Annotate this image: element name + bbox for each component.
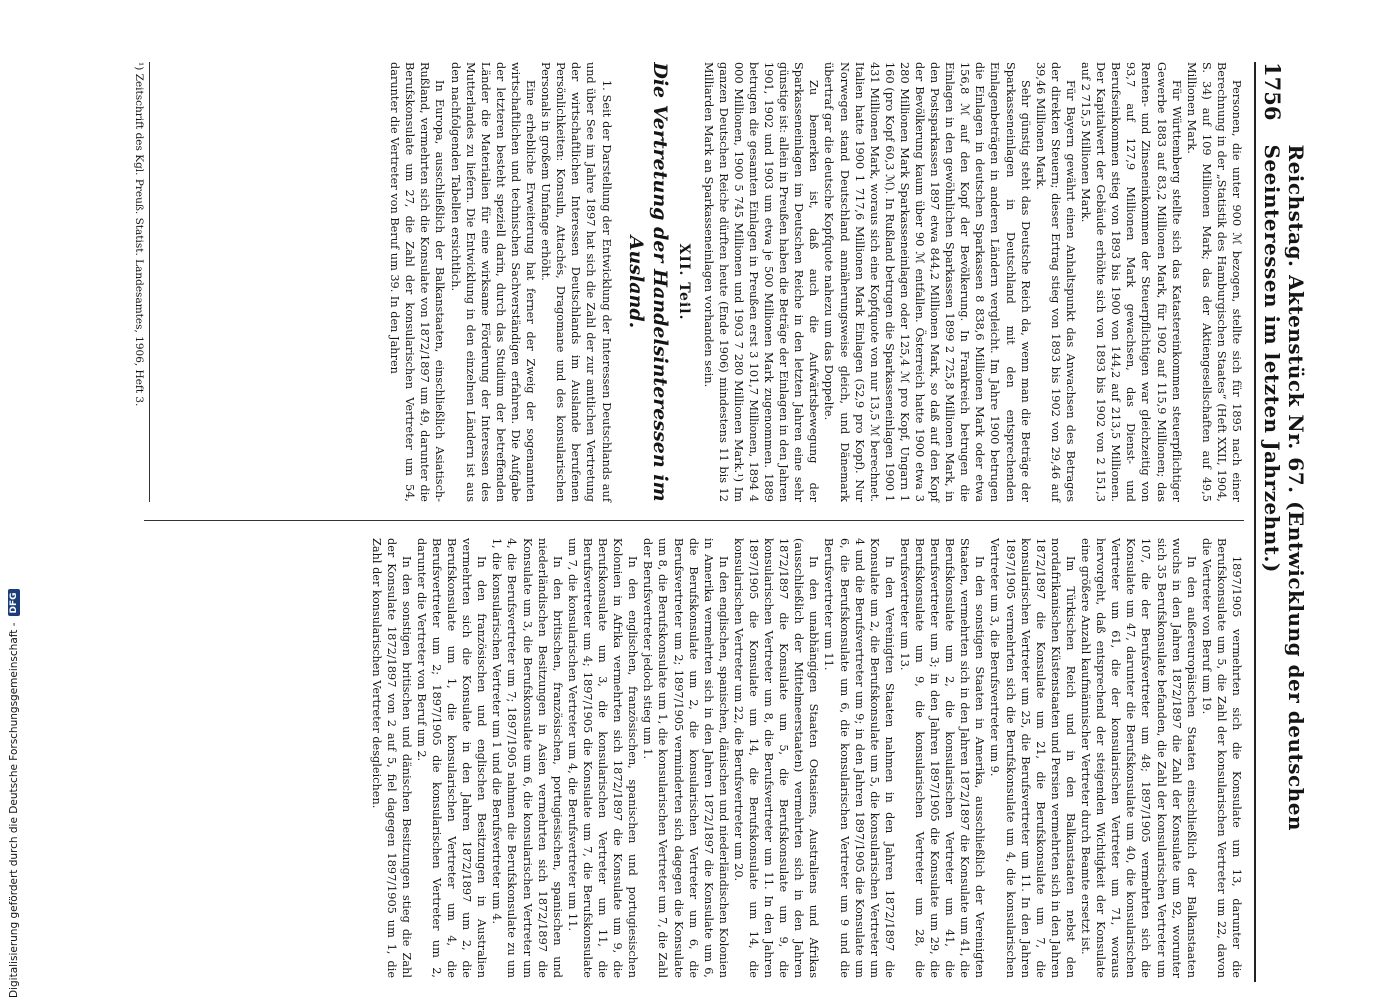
- paragraph: Personen, die unter 900 ℳ bezogen, stellte sich für 1895 nach einer Berechnung in der „Statistik des Hamburgischen Staates“ (Heft XXII, 1904, S. 34) auf 109 Millionen Mark; das der Aktiengesellschaften auf 49,5 Millionen Mark.: [1184, 62, 1243, 502]
- digitization-credit: [8, 589, 20, 998]
- paragraph: Eine erhebliche Erweiterung hat ferner der Zweig der sogenannten wirtschaftlichen und technischen Sachverständigen erfahren. Die Aufgabe der letzteren besteht speziell darin, durch das Studium der betreffenden Länder die Materialien für eine wirksame Förderung der Interessen des Mutterlandes zu liefern. Die Entwicklung in den einzelnen Ländern ist aus den nachfolgenden Tabellen ersichtlich.: [448, 62, 538, 502]
- paragraph: In den englischen, spanischen, dänischen und niederländischen Kolonien in Amerika vermehrten sich in den Jahren 1872/1897 die Konsulate um 6, die Berufskonsulate um 2, die konsularischen Vertreter um 6, die Berufsvertreter um 2; 1897/1905 verminderten sich dagegen die Konsulate um 8, die Berufskonsulate um 1, die konsularischen Vertreter um 7, die Zahl der Berufsvertreter jedoch stieg um 1.: [641, 538, 730, 978]
- section-title: Die Vertretung der Handelsinteressen im Ausland.: [624, 62, 671, 502]
- paragraph: In den unabhängigen Staaten Ostasiens, Australiens und Afrikas (ausschließlich der Mittelmeerstaaten) vermehrten sich in den Jahren 1872/1897 die Konsulate um 5, die Berufskonsulate um 9, die konsularischen Vertreter um 8, die Berufsvertreter um 11. In den Jahren 1897/1905 die Konsulate um 14, die Berufskonsulate um 14, die konsularischen Vertreter um 22, die Berufsvertreter um 20.: [731, 538, 821, 978]
- footnote: ¹) Zeitschrift des Kgl. Preuß. Statist. Landesamtes, 1906, Heft 3.: [133, 62, 150, 502]
- paragraph: Im Türkischen Reich und in den Balkanstaaten nebst den nordafrikanischen Küstenstaaten und Persien vermehrten sich in den Jahren 1872/1897 die Konsulate um 21, die Berufskonsulate um 7, die konsularischen Vertreter um 25, die Berufsvertreter um 11. In den Jahren 1897/1905 vermehrten sich die Berufskonsulate um 4, die konsularischen Vertreter um 3, die Berufsvertreter um 9.: [988, 538, 1077, 978]
- page-header: [1254, 62, 1308, 982]
- paragraph: In den französischen und englischen Besitzungen in Australien vermehrten sich die Konsulate in den Jahren 1872/1897 um 2, die Berufskonsulate um 1, die konsularischen Vertreter um 4, die Berufsvertreter um 2; 1897/1905 die konsularischen Vertreter um 2, darunter die Vertreter von Beruf um 2.: [414, 538, 489, 978]
- paragraph: In den sonstigen Staaten in Amerika, ausschließlich der Vereinigten Staaten, vermehrten sich in den Jahren 1872/1897 die Konsulate um 41, die Berufskonsulate um 2, die konsularischen Vertreter um 41, die Berufsvertreter um 3; in den Jahren 1897/1905 die Konsulate um 29, die Berufskonsulate um 9, die konsularischen Vertreter um 28, die Berufsvertreter um 13.: [897, 538, 987, 978]
- credit-text: Digitalisierung gefördert durch die Deutsche Forschungsgemeinschaft -: [8, 622, 20, 998]
- left-column: [387, 62, 1244, 502]
- paragraph: Für Bayern gewährt einen Anhaltspunkt das Anwachsen des Betrages der direkten Steuern; dieser Ertrag stieg von 1893 bis 1902 von 29,46 auf 39,46 Millionen Mark.: [1033, 62, 1077, 502]
- paragraph: In Europa, ausschließlich der Balkanstaaten, einschließlich Asiatisch-Rußland, vermehrten sich die Konsulate von 1872/1897 um 49, darunter die Berufskonsulate um 27, die Zahl der konsularischen Vertreter um 54, darunter die Vertreter von Beruf um 39. In den Jahren: [388, 62, 447, 502]
- column-divider: [144, 520, 1244, 521]
- dfg-logo: DFG: [8, 589, 20, 616]
- running-title: Reichstag. Aktenstück Nr. 67. (Entwicklung der deutschen Seeinteressen im letzten Jahrzehnt.): [1260, 144, 1308, 831]
- paragraph: Für Württemberg stellte sich das Katastereinkommen steuerpflichtiger Gewerbe 1883 auf 83,2 Millionen Mark, für 1902 auf 115,9 Millionen; das Renten- und Zinseneinkommen der Steuerpflichtigen war gleichzeitig von 93,7 auf 127,9 Millionen Mark gewachsen, das Dienst- und Berufseinkommen stieg von 1893 bis 1900 von 144,2 auf 213,5 Millionen. Der Kapitalwert der Gebäude erhöhte sich von 1893 bis 1902 von 2 151,3 auf 2 715,5 Millionen Mark.: [1079, 62, 1183, 502]
- page-number: 1756: [1260, 62, 1285, 121]
- paragraph: Zu bemerken ist, daß auch die Aufwärtsbewegung der Sparkasseneinlagen im Deutschen Reiche in den letzten Jahren eine sehr günstige ist: allein in Preußen haben die Beträge der Einlagen in den Jahren 1901, 1902 und 1903 um etwa je 500 Millionen Mark zugenommen. 1889 betrugen die gesamten Einlagen in Preußen erst 3 101,7 Millionen, 1894 4 000 Millionen, 1900 5 745 Millionen und 1903 7 280 Millionen Mark.¹) Im ganzen Deutschen Reiche dürften heute (Ende 1906) mindestens 11 bis 12 Milliarden Mark an Sparkasseneinlagen vorhanden sein.: [701, 62, 821, 502]
- paragraph: In den sonstigen britischen und dänischen Besitzungen stieg die Zahl der Konsulate 1872/1897 von 2 auf 5, fiel dagegen 1897/1905 um 1, die Zahl der konsularischen Vertreter desgleichen.: [369, 538, 413, 978]
- paragraph: In den Vereinigten Staaten nahmen in den Jahren 1872/1897 die Konsulate um 2, die Berufskonsulate um 5, die konsularischen Vertreter um 4 und die Berufsvertreter um 9; in den Jahren 1897/1905 die Konsulate um 6, die Berufskonsulate um 6, die konsularischen Vertreter um 9 und die Berufsvertreter um 11.: [822, 538, 896, 978]
- section-number: XII. Teil.: [675, 243, 692, 321]
- paragraph: Sehr günstig steht das Deutsche Reich da, wenn man die Beträge der Sparkasseneinlagen in Deutschland mit den entsprechenden Einlagenbeträgen in anderen Ländern vergleicht. Im Jahre 1900 betrugen die Einlagen in deutschen Sparkassen 8 838,6 Millionen Mark oder etwa 156,8 ℳ auf den Kopf der Bevölkerung. In Frankreich betrugen die Einlagen in den gewöhnlichen Sparkassen 1899 2 725,8 Millionen Mark, in den Postsparkassen 1897 etwa 844,2 Millionen Mark, so daß auf den Kopf der Bevölkerung kaum über 90 ℳ entfallen. Österreich hatte 1900 etwa 3 280 Millionen Mark Sparkasseneinlagen oder 125,4 ℳ pro Kopf, Ungarn 1 160 (pro Kopf 60,3 ℳ). In Rußland betrugen die Sparkasseneinlagen 1900 1 431 Millionen Mark, woraus sich eine Kopfquote von nur 13,5 ℳ berechnet. Italien hatte 1900 1 717,6 Millionen Mark Einlagen (52,9 pro Kopf). Nur Norwegen stand Deutschland annäherungsweise gleich, und Dänemark übertraf gar die deutsche Kopfquote nahezu um das Doppelte.: [822, 62, 1032, 502]
- paragraph: In den britischen, französischen, portugiesischen, spanischen und niederländischen Besitzungen in Asien vermehrten sich 1872/1897 die Konsulate um 3, die Berufskonsulate um 6, die konsularischen Vertreter um 4, die Berufsvertreter um 7; 1897/1905 nahmen die Berufskonsulate zu um 1, die konsularischen Vertreter um 1 und die Berufsvertreter um 4.: [490, 538, 564, 978]
- paragraph: In den außereuropäischen Staaten einschließlich der Balkanstaaten wuchs in den Jahren 1872/1897 die Zahl der Konsulate um 92, worunter sich 35 Berufskonsulate befanden, die Zahl der konsularischen Vertreter um 107, die der Berufsvertreter um 48; 1897/1905 vermehrten sich die Konsulate um 47, darunter die Berufskonsulate um 40, die konsularischen Vertreter um 61, die der konsularischen Vertreter um 71, woraus hervorgeht, daß entsprechend der steigenden Wichtigkeit der Konsulate eine größere Anzahl kaufmännischer Vertreter durch Beamte ersetzt ist.: [1079, 538, 1198, 978]
- paragraph: 1897/1905 vermehrten sich die Konsulate um 13, darunter die Berufskonsulate um 5, die Zahl der konsularischen Vertreter um 22, davon die Vertreter von Beruf um 19.: [1199, 538, 1243, 978]
- right-column: [369, 538, 1244, 978]
- paragraph: In den englischen, französischen, spanischen und portugiesischen Kolonien in Afrika vermehrten sich 1872/1897 die Konsulate um 9, die Berufskonsulate um 3, die konsularischen Vertreter um 11, die Berufsvertreter um 4; 1897/1905 die Konsulate um 7, die Berufskonsulate um 7, die konsularischen Vertreter um 4, die Berufsvertreter um 11.: [565, 538, 640, 978]
- scanned-page: [78, 62, 1308, 982]
- paragraph: 1. Seit der Darstellung der Entwicklung der Interessen Deutschlands auf und über See im Jahre 1897 hat sich die Zahl der zur amtlichen Vertretung der wirtschaftlichen Interessen Deutschlands im Auslande berufenen Persönlichkeiten: Konsuln, Attachés, Dragomane und des konsularischen Personals in großem Umfange erhöht.: [539, 62, 613, 502]
